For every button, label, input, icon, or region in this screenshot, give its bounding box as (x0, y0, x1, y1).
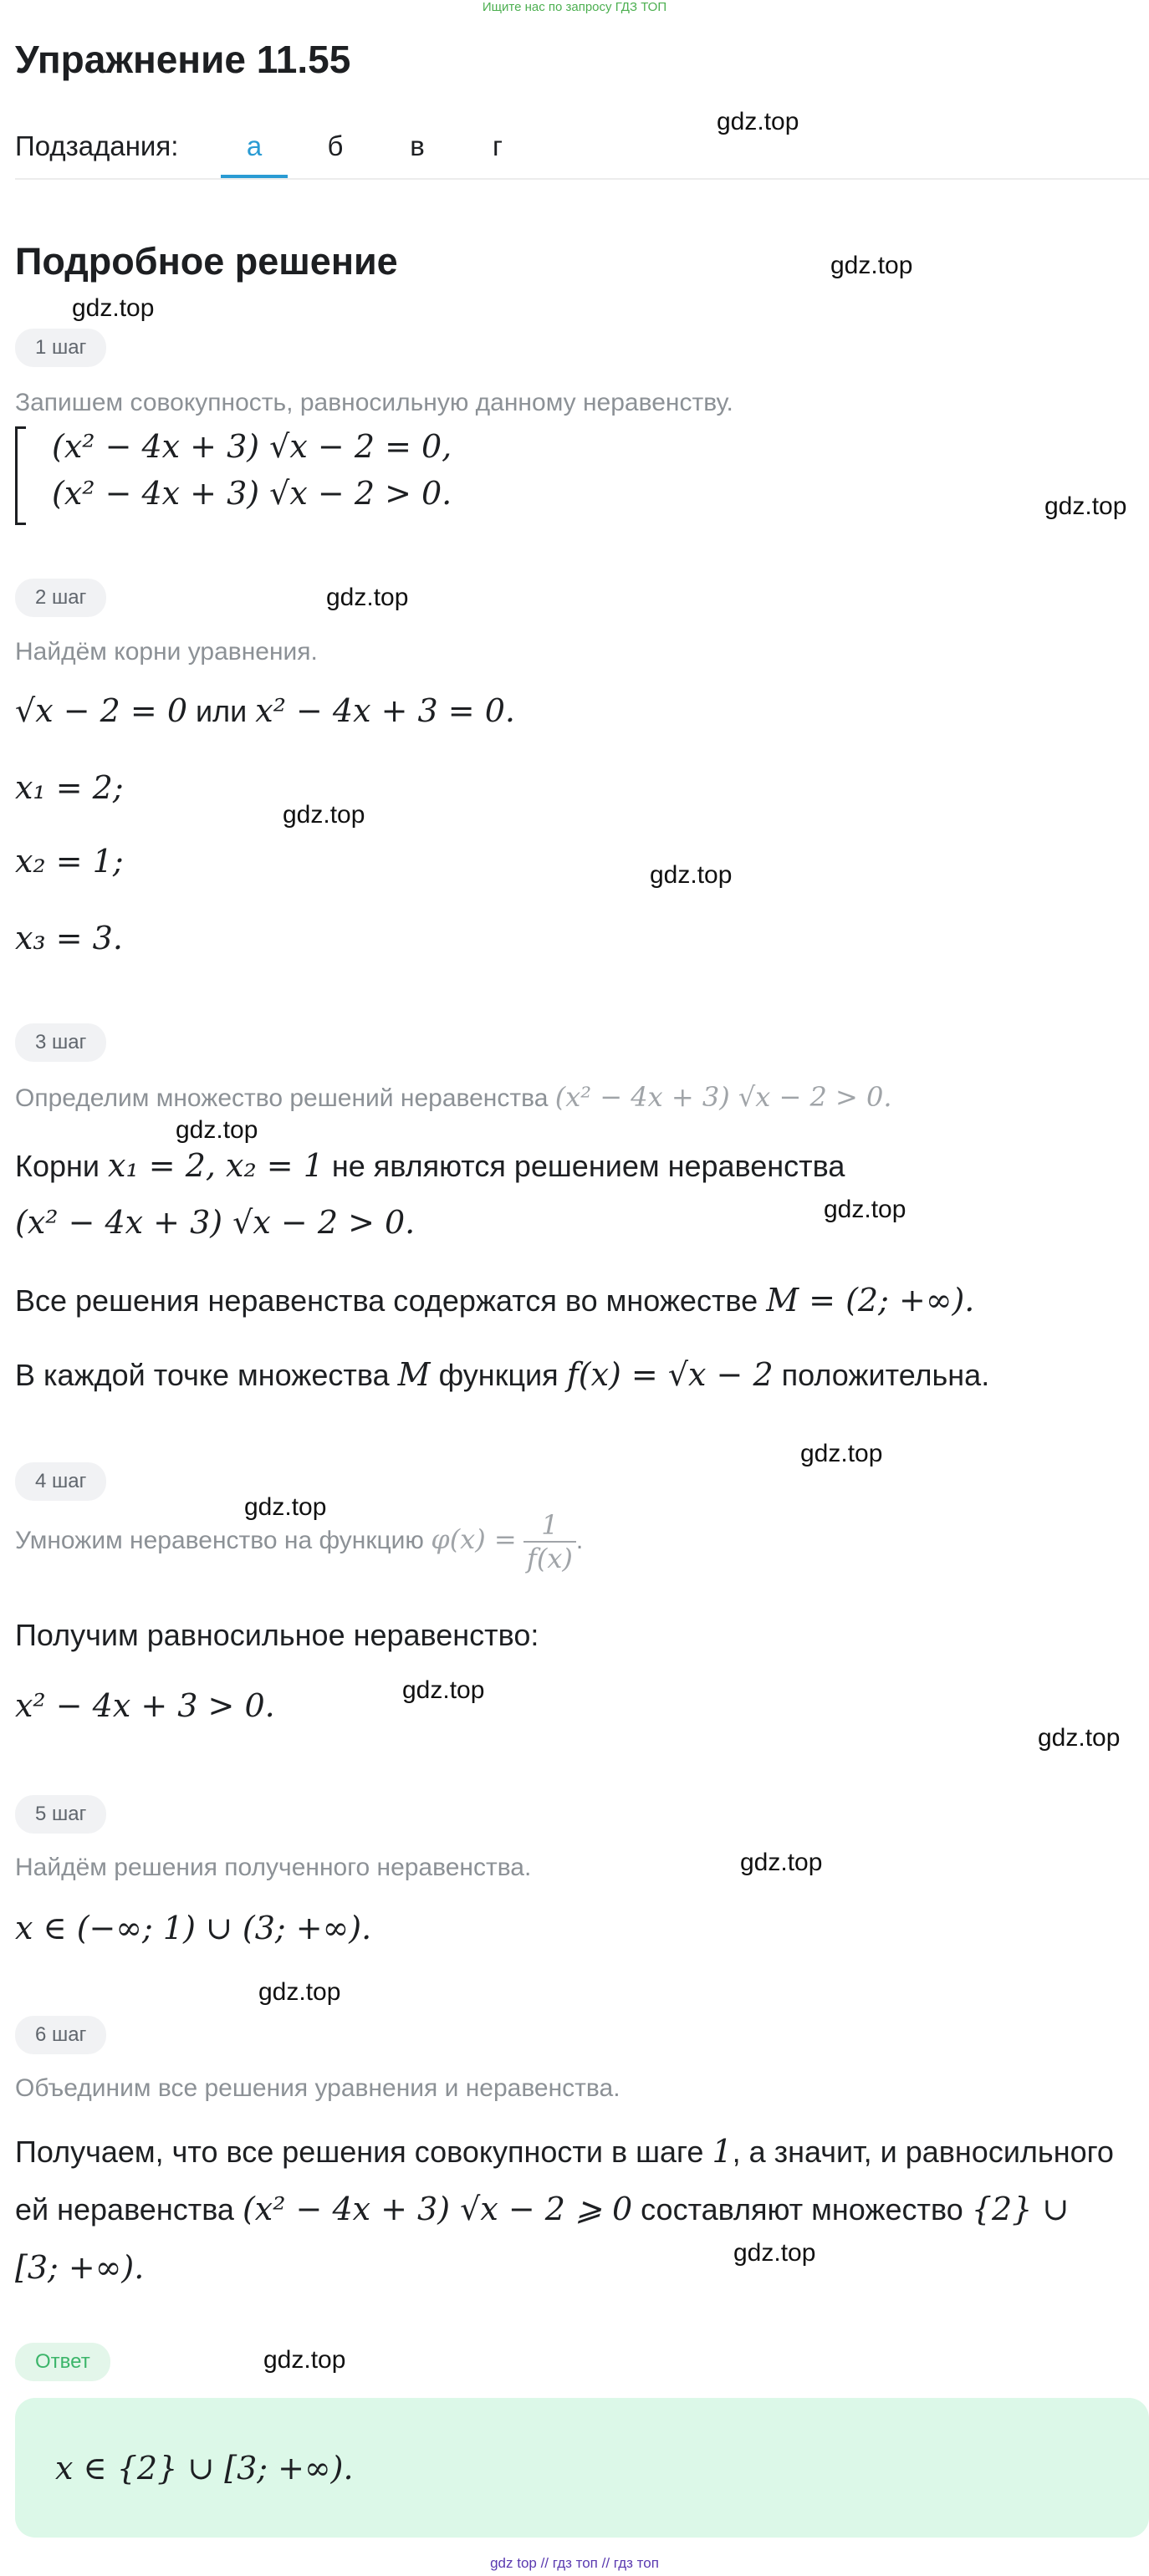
answer-formula: x ∈ {2} ∪ [3; +∞). (55, 2450, 354, 2487)
watermark: gdz.top (1038, 1724, 1121, 1752)
text: Получаем, что все решения совокупности в шаге (15, 2135, 704, 2169)
fraction-numerator: 1 (523, 1509, 576, 1543)
text: Корни (15, 1149, 100, 1183)
equation-line (15, 692, 515, 729)
watermark: gdz.top (283, 801, 365, 829)
text: , а значит, и равносильного (732, 2135, 1114, 2169)
top-promo[interactable]: Ищите нас по запросу ГДЗ ТОП (482, 0, 667, 14)
paragraph (15, 2133, 1114, 2170)
text: положительна. (781, 1358, 990, 1392)
formula: √x − 2 = 0 (15, 692, 187, 729)
text: составляют множество (641, 2192, 963, 2227)
step-description: Умножим неравенство на функцию φ(x) = $\frac{1}{f(x)}$ . (15, 1509, 584, 1574)
paragraph (15, 2191, 1069, 2227)
step-description: Запишем совокупность, равносильную данному неравенству. (15, 389, 733, 416)
formula: x ∈ (−∞; 1) ∪ (3; +∞). (15, 1910, 372, 1946)
text: В каждой точке множества (15, 1358, 390, 1392)
root: x₁ = 2; (15, 769, 124, 806)
step-chip: 2 шаг (15, 579, 106, 617)
watermark: gdz.top (176, 1116, 258, 1144)
watermark: gdz.top (717, 108, 799, 135)
step-chip: 4 шаг (15, 1462, 106, 1501)
watermark: gdz.top (258, 1978, 341, 2006)
formula: [3; +∞). (15, 2249, 145, 2286)
step-chip: 5 шаг (15, 1795, 106, 1834)
formula: x² − 4x + 3 > 0. (15, 1687, 275, 1724)
page-title: Упражнение 11.55 (15, 38, 351, 81)
root: x₂ = 1; (15, 843, 124, 880)
formula: (x² − 4x + 3) √x − 2 ⩾ 0 (242, 2191, 633, 2227)
text: Все решения неравенства содержатся во множестве (15, 1283, 758, 1318)
formula: 1 (712, 2133, 733, 2170)
step-chip: 1 шаг (15, 329, 106, 367)
formula: {2} ∪ (971, 2191, 1070, 2227)
root: x₃ = 3. (15, 920, 123, 956)
tab-b[interactable]: б (327, 130, 344, 161)
paragraph (15, 1282, 974, 1319)
formula: M (397, 1356, 431, 1393)
fraction (523, 1509, 576, 1574)
solution-title: Подробное решение (15, 240, 398, 283)
paragraph (15, 1356, 989, 1393)
formula: φ(x) = (431, 1523, 517, 1555)
watermark: gdz.top (824, 1196, 906, 1223)
formula: (x² − 4x + 3) √x − 2 > 0. (554, 1081, 892, 1113)
or-word: или (196, 694, 248, 728)
step-chip: 3 шаг (15, 1023, 106, 1062)
watermark: gdz.top (830, 252, 913, 279)
watermark: gdz.top (326, 584, 409, 611)
description-text: Определим множество решений неравенства (15, 1084, 549, 1112)
text: не являются решением неравенства (331, 1149, 845, 1183)
formula: x² − 4x + 3 = 0. (255, 692, 515, 729)
watermark: gdz.top (650, 861, 733, 889)
text: функция (438, 1358, 559, 1392)
watermark: gdz.top (244, 1493, 327, 1521)
step-description: Объединим все решения уравнения и неравенства. (15, 2074, 620, 2102)
description-text: Умножим неравенство на функцию (15, 1526, 424, 1554)
text: ей неравенства (15, 2192, 234, 2227)
fraction-denominator: f(x) (527, 1543, 573, 1574)
footer-links[interactable]: gdz top // гдз топ // гдз топ (490, 2555, 659, 2571)
answer-chip: Ответ (15, 2343, 110, 2381)
formula: (x² − 4x + 3) √x − 2 > 0. (52, 475, 452, 512)
formula: (x² − 4x + 3) √x − 2 > 0. (15, 1204, 416, 1241)
paragraph: Получим равносильное неравенство: (15, 1618, 539, 1652)
formula: f(x) = √x − 2 (566, 1356, 774, 1393)
step-description (15, 1081, 891, 1113)
watermark: gdz.top (72, 294, 155, 322)
system-bracket (15, 426, 26, 525)
watermark: gdz.top (800, 1440, 883, 1467)
formula: x₁ = 2, x₂ = 1 (108, 1147, 324, 1184)
tab-g[interactable]: г (492, 130, 503, 161)
formula: M = (2; +∞). (766, 1282, 975, 1319)
step-chip: 6 шаг (15, 2016, 106, 2054)
watermark: gdz.top (733, 2239, 816, 2267)
subtasks-label: Подзадания: (15, 130, 179, 161)
watermark: gdz.top (263, 2346, 346, 2374)
tab-v[interactable]: в (410, 130, 425, 161)
tabs-divider (15, 178, 1149, 180)
paragraph (15, 1147, 845, 1184)
tab-a[interactable]: а (246, 130, 263, 161)
formula: (x² − 4x + 3) √x − 2 = 0, (52, 428, 452, 465)
watermark: gdz.top (740, 1849, 823, 1876)
watermark: gdz.top (1044, 492, 1127, 520)
watermark: gdz.top (402, 1676, 485, 1704)
step-description: Найдём решения полученного неравенства. (15, 1854, 532, 1881)
step-description: Найдём корни уравнения. (15, 638, 318, 666)
